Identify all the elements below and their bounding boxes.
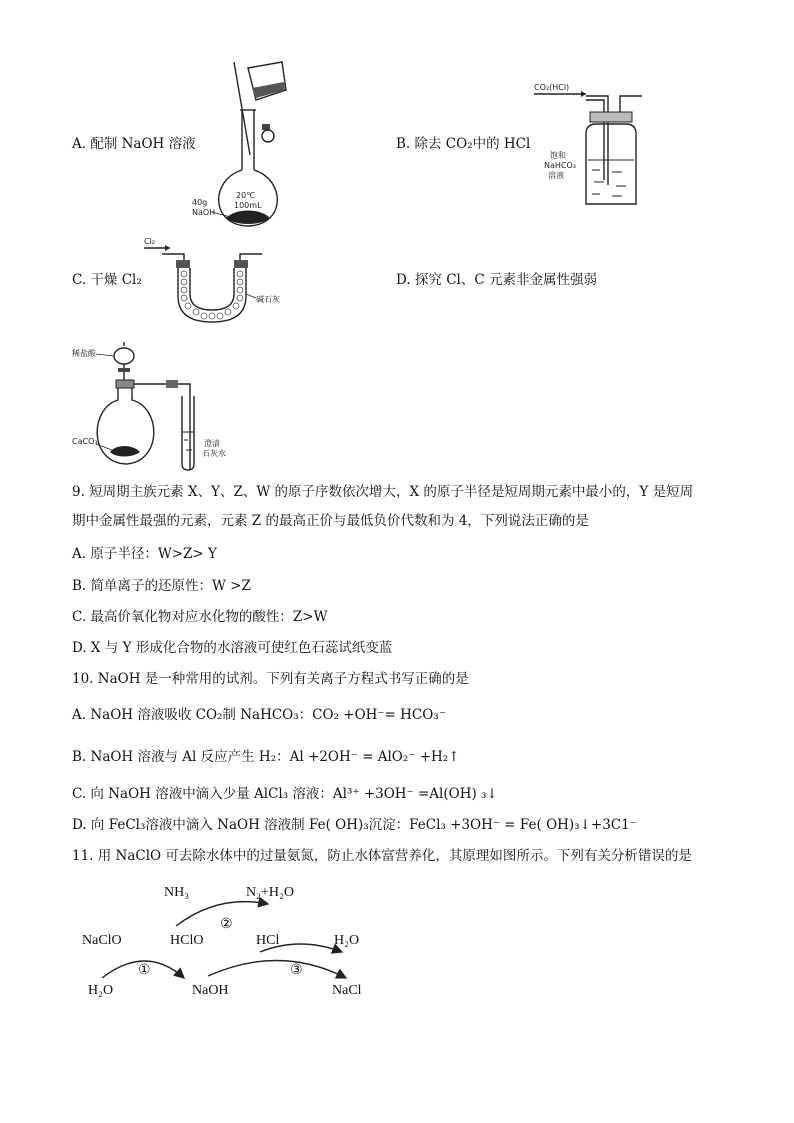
- svg-text:CaCO₃: CaCO₃: [72, 437, 98, 446]
- svg-text:碱石灰: 碱石灰: [256, 295, 280, 304]
- step-3-marker: ③: [290, 963, 303, 978]
- arrow-step-3: [208, 960, 346, 978]
- apparatus-d-figure: [70, 340, 240, 475]
- q10-option-b: B. NaOH 溶液与 Al 反应产生 H₂：Al +2OH⁻ = AlO₂⁻ +H₂↑: [72, 749, 460, 765]
- step-1-marker: ①: [138, 963, 151, 978]
- q9-stem-line2: 期中金属性最强的元素，元素 Z 的最高正价与最低负价代数和为 4，下列说法正确的是: [72, 513, 589, 529]
- species-naoh: NaOH: [192, 983, 229, 998]
- option-b-label: B. 除去 CO₂中的 HCl: [396, 136, 531, 152]
- svg-text:NaOH: NaOH: [192, 208, 216, 217]
- svg-text:稀盐酸: 稀盐酸: [72, 349, 96, 358]
- svg-text:100mL: 100mL: [234, 201, 262, 210]
- q9-stem-line1: 9. 短周期主族元素 X、Y、Z、W 的原子序数依次增大，X 的原子半径是短周期元素中最小的，Y 是短周: [72, 484, 694, 500]
- step-2-marker: ②: [220, 917, 233, 932]
- q10-stem: 10. NaOH 是一种常用的试剂。下列有关离子方程式书写正确的是: [72, 671, 469, 687]
- q10-option-d: D. 向 FeCl₃溶液中滴入 NaOH 溶液制 Fe( OH)₃沉淀：FeCl₃ +3OH⁻ = Fe( OH)₃↓+3C1⁻: [72, 817, 637, 833]
- apparatus-a-figure: [190, 60, 300, 230]
- apparatus-b-figure: [530, 80, 650, 210]
- q9-option-d: D. X 与 Y 形成化合物的水溶液可使红色石蕊试纸变蓝: [72, 640, 393, 656]
- svg-text:NaHCO₃: NaHCO₃: [544, 161, 576, 170]
- q9-option-c: C. 最高价氧化物对应水化物的酸性：Z>W: [72, 609, 328, 625]
- species-hclo: HClO: [170, 933, 204, 948]
- svg-text:溶液: 溶液: [548, 171, 564, 180]
- svg-text:40g: 40g: [192, 198, 208, 207]
- svg-text:澄清: 澄清: [204, 439, 220, 448]
- species-nacl: NaCl: [332, 983, 362, 998]
- species-h2o-left: H₂O: [88, 983, 114, 998]
- option-c-label: C. 干燥 Cl₂: [72, 272, 142, 288]
- apparatus-c-figure: [140, 234, 290, 326]
- species-hcl: HCl: [256, 933, 280, 948]
- svg-text:20℃: 20℃: [236, 191, 256, 200]
- q9-option-b: B. 简单离子的还原性：W >Z: [72, 578, 251, 594]
- species-h2o-right: H₂O: [334, 933, 360, 948]
- q10-option-a: A. NaOH 溶液吸收 CO₂制 NaHCO₃：CO₂ +OH⁻= HCO₃⁻: [72, 707, 446, 723]
- q11-stem: 11. 用 NaClO 可去除水体中的过量氨氮，防止水体富营养化，其原理如图所示。下列有关分析错误的是: [72, 848, 692, 864]
- reaction-cycle-diagram: [80, 876, 380, 1000]
- species-naclo: NaClO: [82, 933, 122, 948]
- q9-option-a: A. 原子半径：W>Z> Y: [72, 546, 217, 562]
- species-n2-h2o: N₂+H₂O: [246, 885, 294, 900]
- svg-text:饱和: 饱和: [550, 151, 566, 160]
- svg-text:CO₂(HCl): CO₂(HCl): [534, 83, 570, 92]
- svg-text:Cl₂: Cl₂: [144, 237, 156, 246]
- q10-option-c: C. 向 NaOH 溶液中滴入少量 AlCl₃ 溶液：Al³⁺ +3OH⁻ =Al(OH) ₃↓: [72, 786, 498, 802]
- option-a-label: A. 配制 NaOH 溶液: [72, 136, 196, 152]
- species-nh3: NH₃: [164, 885, 190, 900]
- option-d-label: D. 探究 Cl、C 元素非金属性强弱: [396, 272, 597, 288]
- svg-text:石灰水: 石灰水: [202, 449, 226, 458]
